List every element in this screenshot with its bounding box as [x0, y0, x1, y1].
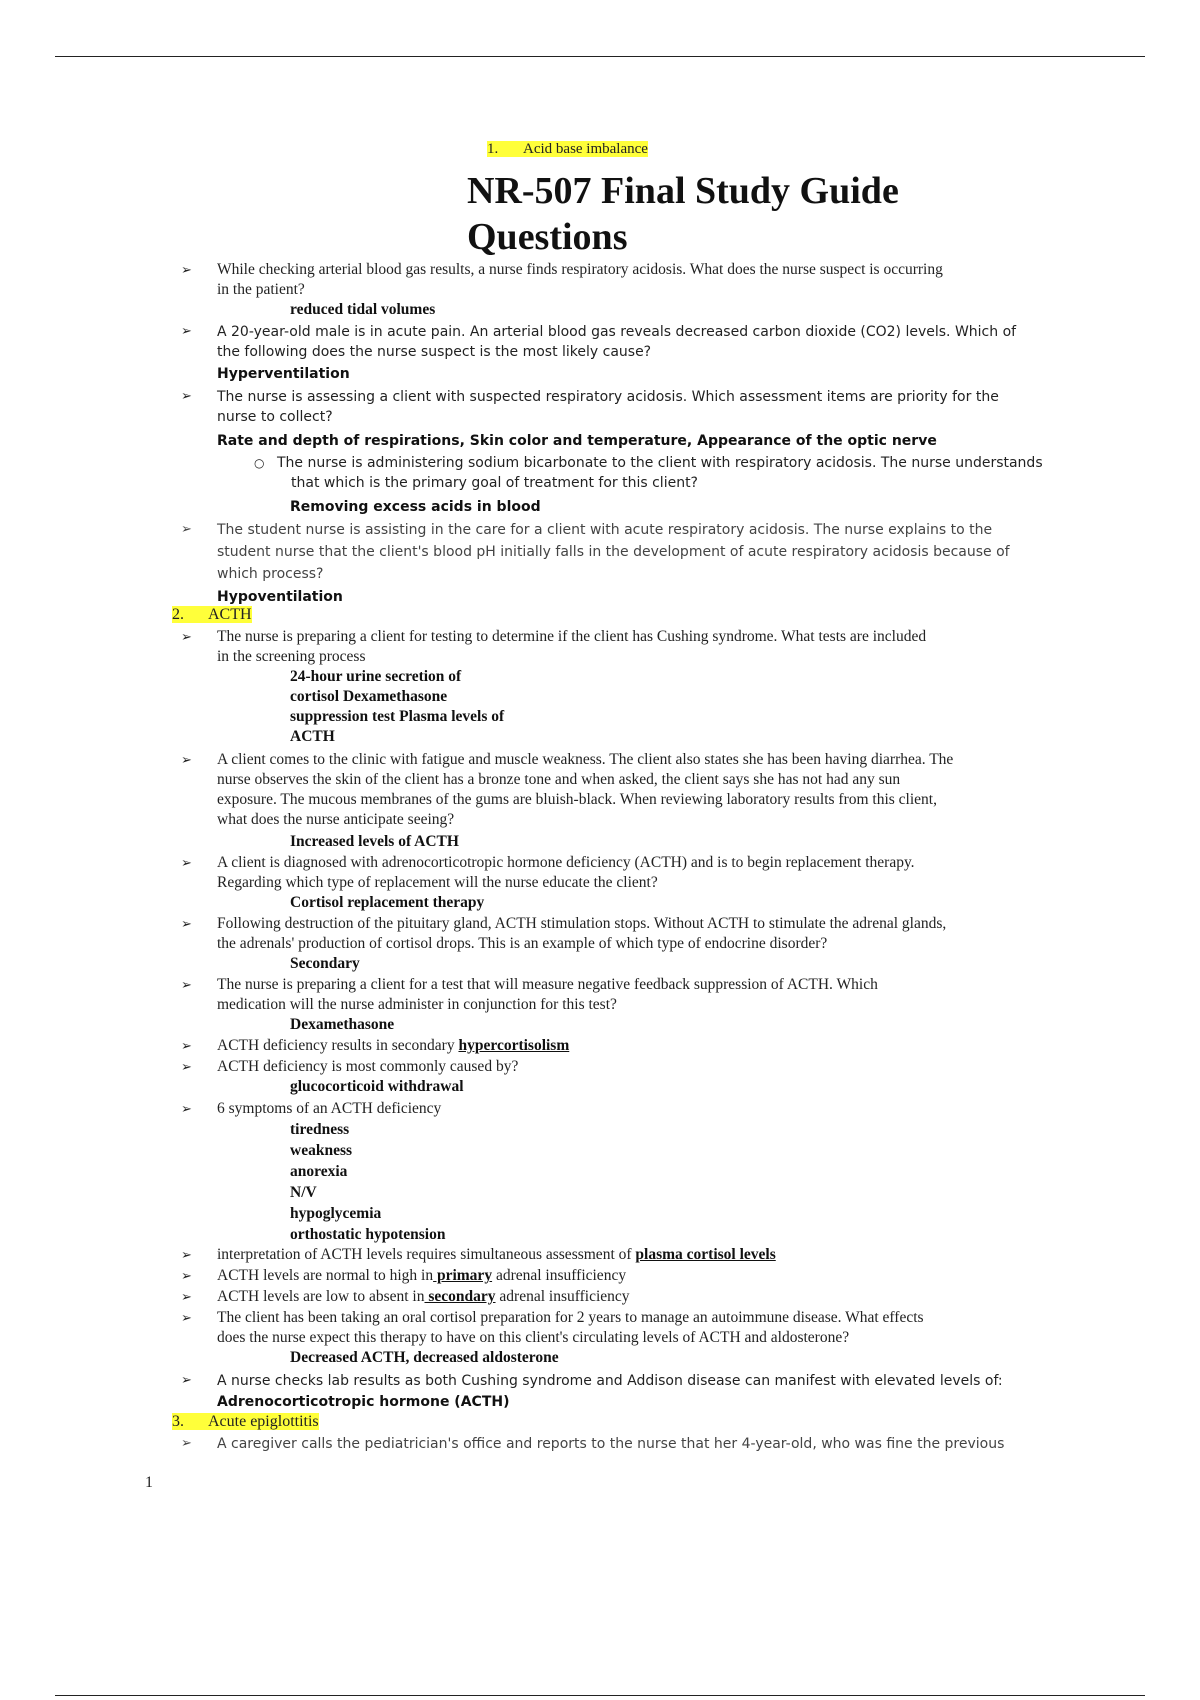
question-line: what does the nurse anticipate seeing? [217, 811, 455, 828]
header-rule [55, 56, 1145, 57]
question-line: exposure. The mucous membranes of the gums are bluish-black. When reviewing laboratory results from this client, [217, 791, 937, 808]
question-line: nurse observes the skin of the client has a bronze tone and when asked, the client says she has not had any sun [217, 771, 901, 788]
answer-list [290, 1119, 445, 1245]
arrowhead-bullet-icon: ➢ [181, 522, 192, 537]
question-text: ACTH levels are low to absent in [217, 1288, 425, 1305]
arrowhead-bullet-icon: ➢ [181, 1038, 192, 1053]
question-text: adrenal insufficiency [492, 1267, 627, 1284]
key-term: secondary [424, 1288, 496, 1305]
answer: Increased levels of ACTH [290, 833, 459, 850]
hollow-circle-bullet-icon: ○ [254, 456, 265, 470]
question-line: A 20-year-old male is in acute pain. An arterial blood gas reveals decreased carbon dioxide (CO2) levels. Which of [217, 324, 1017, 340]
answer-line: ACTH [290, 728, 335, 745]
arrowhead-bullet-icon: ➢ [181, 389, 192, 404]
question-line: A client comes to the clinic with fatigue and muscle weakness. The client also states she has been having diarrhea. The [217, 751, 954, 768]
list-item [277, 453, 1097, 493]
section-heading-1 [487, 140, 648, 158]
question-line: The student nurse is assisting in the care for a client with acute respiratory acidosis. The nurse explains to the [217, 522, 993, 538]
question-line: student nurse that the client's blood pH initially falls in the development of acute respiratory acidosis because of [217, 544, 1010, 560]
section-number: 2. [172, 606, 184, 623]
arrowhead-bullet-icon: ➢ [181, 262, 192, 277]
question-line: Following destruction of the pituitary gland, ACTH stimulation stops. Without ACTH to stimulate the adrenal glands, [217, 915, 947, 932]
arrowhead-bullet-icon: ➢ [181, 1101, 192, 1116]
document-title [467, 168, 899, 260]
answer: Cortisol replacement therapy [290, 894, 485, 911]
question-line: The nurse is assessing a client with suspected respiratory acidosis. Which assessment items are priority for the [217, 389, 999, 405]
list-item [181, 914, 1075, 954]
key-term: hypercortisolism [458, 1037, 570, 1054]
answer-line: cortisol Dexamethasone [290, 688, 448, 705]
list-item [181, 519, 1075, 585]
answer: Hypoventilation [217, 589, 343, 605]
answer: Adrenocorticotropic hormone (ACTH) [217, 1394, 510, 1410]
list-item [181, 260, 1075, 300]
symptom: anorexia [290, 1163, 348, 1180]
list-item [181, 1434, 1075, 1454]
question-line: The nurse is administering sodium bicarbonate to the client with respiratory acidosis. The nurse understands [277, 455, 1043, 471]
arrowhead-bullet-icon: ➢ [181, 752, 192, 767]
question-text: adrenal insufficiency [495, 1288, 630, 1305]
symptom: N/V [290, 1184, 317, 1201]
arrowhead-bullet-icon: ➢ [181, 324, 192, 339]
list-item [181, 1371, 1075, 1391]
list-item [181, 1308, 1075, 1348]
question-line: While checking arterial blood gas results, a nurse finds respiratory acidosis. What does the nurse suspect is occurring [217, 261, 943, 278]
list-item [181, 322, 1075, 362]
list-item [181, 627, 1075, 667]
key-term: primary [433, 1267, 493, 1284]
section-number: 1. [487, 141, 499, 157]
question-line: medication will the nurse administer in conjunction for this test? [217, 996, 617, 1013]
symptom: orthostatic hypotension [290, 1226, 446, 1243]
arrowhead-bullet-icon: ➢ [181, 1268, 192, 1283]
question-line: which process? [217, 566, 324, 582]
answer: Decreased ACTH, decreased aldosterone [290, 1349, 559, 1366]
symptom: hypoglycemia [290, 1205, 382, 1222]
arrowhead-bullet-icon: ➢ [181, 1373, 192, 1388]
question-line: in the screening process [217, 648, 366, 665]
answer: Hyperventilation [217, 366, 350, 382]
answer: Dexamethasone [290, 1016, 395, 1033]
list-item [181, 1245, 1075, 1265]
list-item [181, 387, 1075, 427]
section-number: 3. [172, 1413, 184, 1430]
arrowhead-bullet-icon: ➢ [181, 855, 192, 870]
page-number: 1 [145, 1474, 153, 1491]
list-item [181, 750, 1075, 830]
answer: Secondary [290, 955, 360, 972]
arrowhead-bullet-icon: ➢ [181, 1289, 192, 1304]
question-line: the following does the nurse suspect is the most likely cause? [217, 344, 652, 360]
list-item [181, 1266, 1075, 1286]
answer: glucocorticoid withdrawal [290, 1078, 464, 1095]
answer: Rate and depth of respirations, Skin color and temperature, Appearance of the optic nerve [217, 433, 937, 449]
arrowhead-bullet-icon: ➢ [181, 916, 192, 931]
question-line: ACTH deficiency is most commonly caused by? [217, 1058, 519, 1075]
arrowhead-bullet-icon: ➢ [181, 629, 192, 644]
answer [290, 667, 504, 747]
question-line: A caregiver calls the pediatrician's office and reports to the nurse that her 4-year-old, who was fine the previous [217, 1436, 1005, 1452]
list-item [181, 1099, 1075, 1119]
arrowhead-bullet-icon: ➢ [181, 1436, 192, 1451]
list-item [181, 1036, 1075, 1056]
title-line-1: NR-507 Final Study Guide [467, 170, 899, 212]
question-line: The client has been taking an oral cortisol preparation for 2 years to manage an autoimmune disease. What effects [217, 1309, 924, 1326]
footer-rule [55, 1695, 1145, 1696]
answer: Removing excess acids in blood [290, 499, 541, 515]
section-title: Acute epiglottitis [208, 1413, 319, 1430]
key-term: plasma cortisol levels [635, 1246, 776, 1263]
arrowhead-bullet-icon: ➢ [181, 1247, 192, 1262]
arrowhead-bullet-icon: ➢ [181, 1310, 192, 1325]
symptom: weakness [290, 1142, 353, 1159]
list-item [181, 1057, 1075, 1077]
question-line: in the patient? [217, 281, 305, 298]
list-item [181, 975, 1075, 1015]
section-title: ACTH [208, 606, 252, 623]
section-heading-3 [172, 1413, 319, 1431]
answer-line: 24-hour urine secretion of [290, 668, 462, 685]
question-line: Regarding which type of replacement will the nurse educate the client? [217, 874, 658, 891]
list-item [181, 1287, 1075, 1307]
section-title: Acid base imbalance [523, 141, 648, 157]
arrowhead-bullet-icon: ➢ [181, 977, 192, 992]
section-heading-2 [172, 606, 252, 624]
question-text: ACTH deficiency results in secondary [217, 1037, 459, 1054]
symptom: tiredness [290, 1121, 350, 1138]
question-line: A client is diagnosed with adrenocorticotropic hormone deficiency (ACTH) and is to begin replacement therapy. [217, 854, 915, 871]
question-line: nurse to collect? [217, 409, 333, 425]
question-line: that which is the primary goal of treatment for this client? [291, 475, 698, 491]
answer: reduced tidal volumes [290, 301, 436, 318]
question-line: The nurse is preparing a client for testing to determine if the client has Cushing syndrome. What tests are included [217, 628, 927, 645]
question-text: interpretation of ACTH levels requires simultaneous assessment of [217, 1246, 636, 1263]
question-line: The nurse is preparing a client for a test that will measure negative feedback suppression of ACTH. Which [217, 976, 878, 993]
question-text: ACTH levels are normal to high in [217, 1267, 434, 1284]
question-line: the adrenals' production of cortisol drops. This is an example of which type of endocrine disorder? [217, 935, 828, 952]
arrowhead-bullet-icon: ➢ [181, 1059, 192, 1074]
list-item [181, 853, 1075, 893]
title-line-2: Questions [467, 216, 628, 258]
question-line: 6 symptoms of an ACTH deficiency [217, 1100, 442, 1117]
question-line: does the nurse expect this therapy to have on this client's circulating levels of ACTH and aldosterone? [217, 1329, 850, 1346]
answer-line: suppression test Plasma levels of [290, 708, 505, 725]
question-line: A nurse checks lab results as both Cushing syndrome and Addison disease can manifest with elevated levels of: [217, 1373, 1003, 1389]
